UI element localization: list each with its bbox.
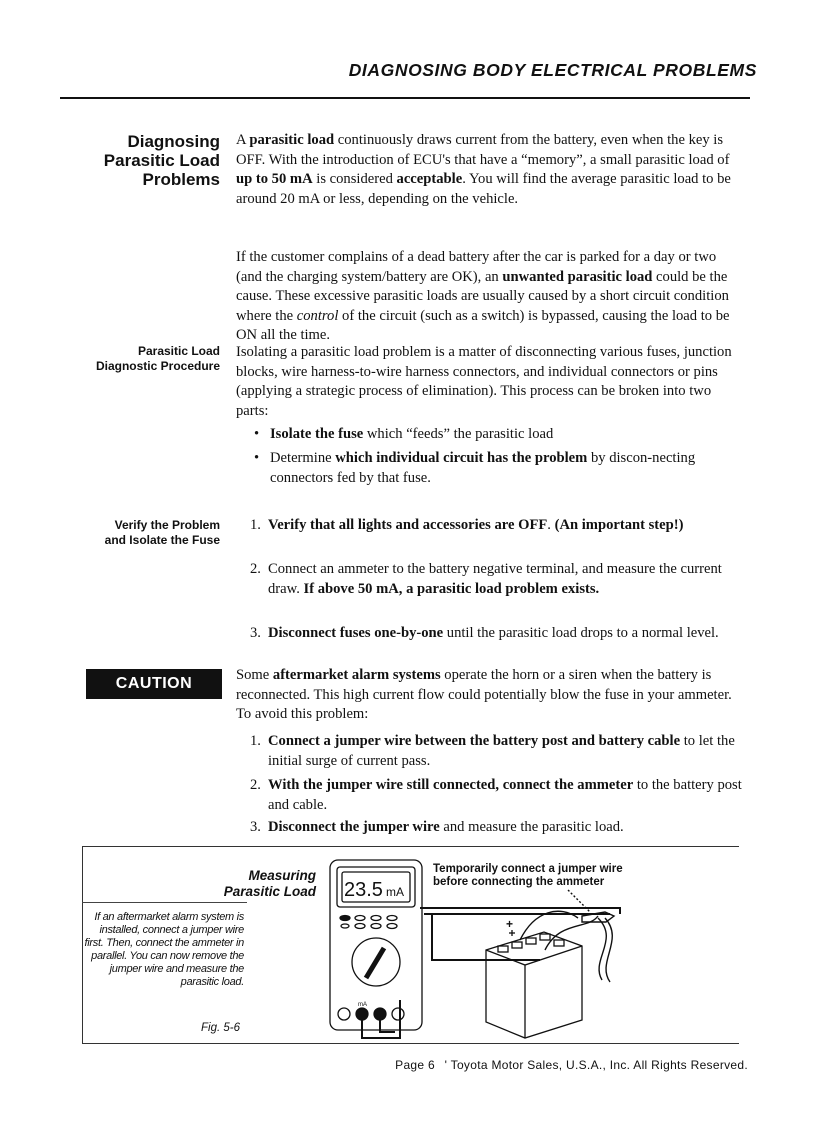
meter-unit: mA (386, 885, 404, 899)
bullet-text (270, 426, 553, 442)
step-number: 2. (250, 777, 261, 793)
bold-text: (An important step!) (554, 517, 684, 533)
step-text (268, 777, 742, 813)
bold-text: Disconnect the jumper wire (268, 819, 440, 835)
section-heading-diagnosing (60, 132, 220, 189)
bold-text: With the jumper wire still connected, connect the ammeter (268, 777, 634, 793)
paragraph-caution (236, 666, 736, 725)
step-text (268, 625, 719, 641)
meter-reading: 23.5 (344, 879, 383, 901)
numbered-step (250, 624, 754, 644)
header-divider (60, 97, 750, 99)
text-run: A (236, 132, 250, 148)
bold-text: Disconnect fuses one-by-one (268, 625, 444, 641)
page-number: Page 6 (395, 1058, 435, 1072)
text-run: by discon-necting connectors fed by that fuse. (270, 450, 696, 486)
figure-title-line: Measuring (248, 868, 316, 883)
numbered-step (250, 732, 754, 771)
text-run: to the battery post and cable. (268, 777, 742, 813)
step-text (268, 561, 722, 597)
page-footer (395, 1058, 748, 1072)
step-number: 2. (250, 561, 261, 577)
bullet-item (254, 425, 750, 445)
bold-text: Connect a jumper wire between the battery post and battery cable (268, 733, 681, 749)
text-run: until the parasitic load drops to a normal level. (443, 625, 719, 641)
bold-text: Verify that all lights and accessories are OFF (268, 517, 548, 533)
text-run: Connect an ammeter to the battery negative terminal, and measure the current draw. (268, 561, 722, 597)
section-heading-diagnostic-procedure (96, 344, 220, 374)
callout-line: before connecting the ammeter (433, 876, 605, 888)
bold-text: aftermarket alarm systems (272, 667, 441, 683)
text-run: Isolating a parasitic load problem is a matter of disconnecting various fuses, junction blocks, wire harness-to-wire harness connectors, and individual connectors or pins (applying a strategic process of elimination). This process can be broken into two parts: (236, 344, 732, 419)
step-number: 1. (250, 733, 261, 749)
step-number: 3. (250, 625, 261, 641)
heading-line: Diagnosing (127, 132, 220, 151)
callout-line: Temporarily connect a jumper wire (433, 863, 623, 875)
heading-line: Problems (142, 170, 220, 189)
text-run: and measure the parasitic load. (439, 819, 624, 835)
heading-line: Diagnostic Procedure (95, 359, 220, 373)
text-run: which “feeds” the parasitic load (363, 426, 554, 442)
italic-text: control (296, 307, 339, 324)
numbered-step (250, 818, 754, 838)
bullet-text (270, 450, 695, 486)
copyright-notice: ' Toyota Motor Sales, U.S.A., Inc. All Rights Reserved. (444, 1058, 748, 1072)
paragraph-isolating-procedure (236, 343, 736, 421)
numbered-step (250, 516, 754, 536)
ammeter-diagram (320, 850, 660, 1040)
paragraph-parasitic-load-intro (236, 131, 736, 209)
meter-terminal-label: mA (358, 1002, 367, 1008)
section-heading-verify-problem (105, 518, 220, 548)
step-number: 3. (250, 819, 261, 835)
step-text (268, 517, 683, 533)
text-run: Some (236, 667, 273, 683)
bold-text: Isolate the fuse (270, 426, 364, 442)
battery-plus-sign: + (506, 917, 514, 931)
bold-text: parasitic load (249, 132, 335, 148)
heading-line: Verify the Problem (114, 518, 220, 532)
bold-text: up to 50 mA (236, 171, 313, 187)
bullet-item (254, 449, 750, 488)
page-header-title: DIAGNOSING BODY ELECTRICAL PROBLEMS (348, 60, 757, 80)
figure-title-divider (82, 902, 247, 903)
paragraph-dead-battery (236, 248, 736, 346)
text-run: of the circuit (such as a switch) is bypassed, causing the load to be ON all the time. (236, 307, 730, 343)
text-run: If the customer complains of a dead battery after the car is parked for a day or two (and the charging system/battery are OK), an (236, 249, 717, 285)
bold-text: which individual circuit has the problem (335, 450, 588, 466)
text-run: operate the horn or a siren when the battery is reconnected. This high current flow could potentially blow the fuse in your ammeter. To avoid this problem: (236, 667, 732, 722)
caution-label: CAUTION (86, 669, 222, 699)
text-run: . (547, 517, 555, 533)
heading-line: and Isolate the Fuse (104, 533, 220, 547)
text-run: Determine (270, 450, 336, 466)
figure-number: Fig. 5-6 (201, 1022, 240, 1034)
text-run: could be the cause. These excessive parasitic loads are usually caused by a short circuit condition where the (236, 268, 729, 324)
text-run: . You will find the average parasitic load to be around 20 mA or less, depending on the vehicle. (236, 171, 731, 207)
step-text (268, 819, 624, 835)
test-leads (362, 908, 620, 1038)
figure-caption: If an aftermarket alarm system is installed, connect a jumper wire first. Then, connect the ammeter in parallel. You can now remove the jumper wire and measure the parasitic load. (84, 911, 244, 988)
jumper-wire (520, 890, 614, 982)
bullet-dot: • (254, 426, 260, 442)
numbered-step (250, 776, 754, 815)
numbered-step (250, 560, 754, 599)
figure-title-line: Parasitic Load (223, 884, 316, 899)
figure-title (166, 868, 316, 900)
step-number: 1. (250, 517, 261, 533)
heading-line: Parasitic Load (103, 151, 220, 170)
bold-text: unwanted parasitic load (502, 268, 653, 285)
text-run: continuously draws current from the battery, even when the key is OFF. With the introduction of ECU's that have a “memory”, a small parasitic load of (236, 132, 730, 168)
bold-text: If above 50 mA, a parasitic load problem exists. (303, 580, 600, 597)
text-run: to let the initial surge of current pass. (268, 733, 735, 769)
step-text (268, 733, 735, 769)
bold-text: acceptable (396, 171, 463, 187)
text-run: is considered (312, 171, 397, 187)
heading-line: Parasitic Load (137, 344, 220, 358)
bullet-dot: • (254, 450, 260, 466)
battery-icon (486, 930, 582, 1038)
